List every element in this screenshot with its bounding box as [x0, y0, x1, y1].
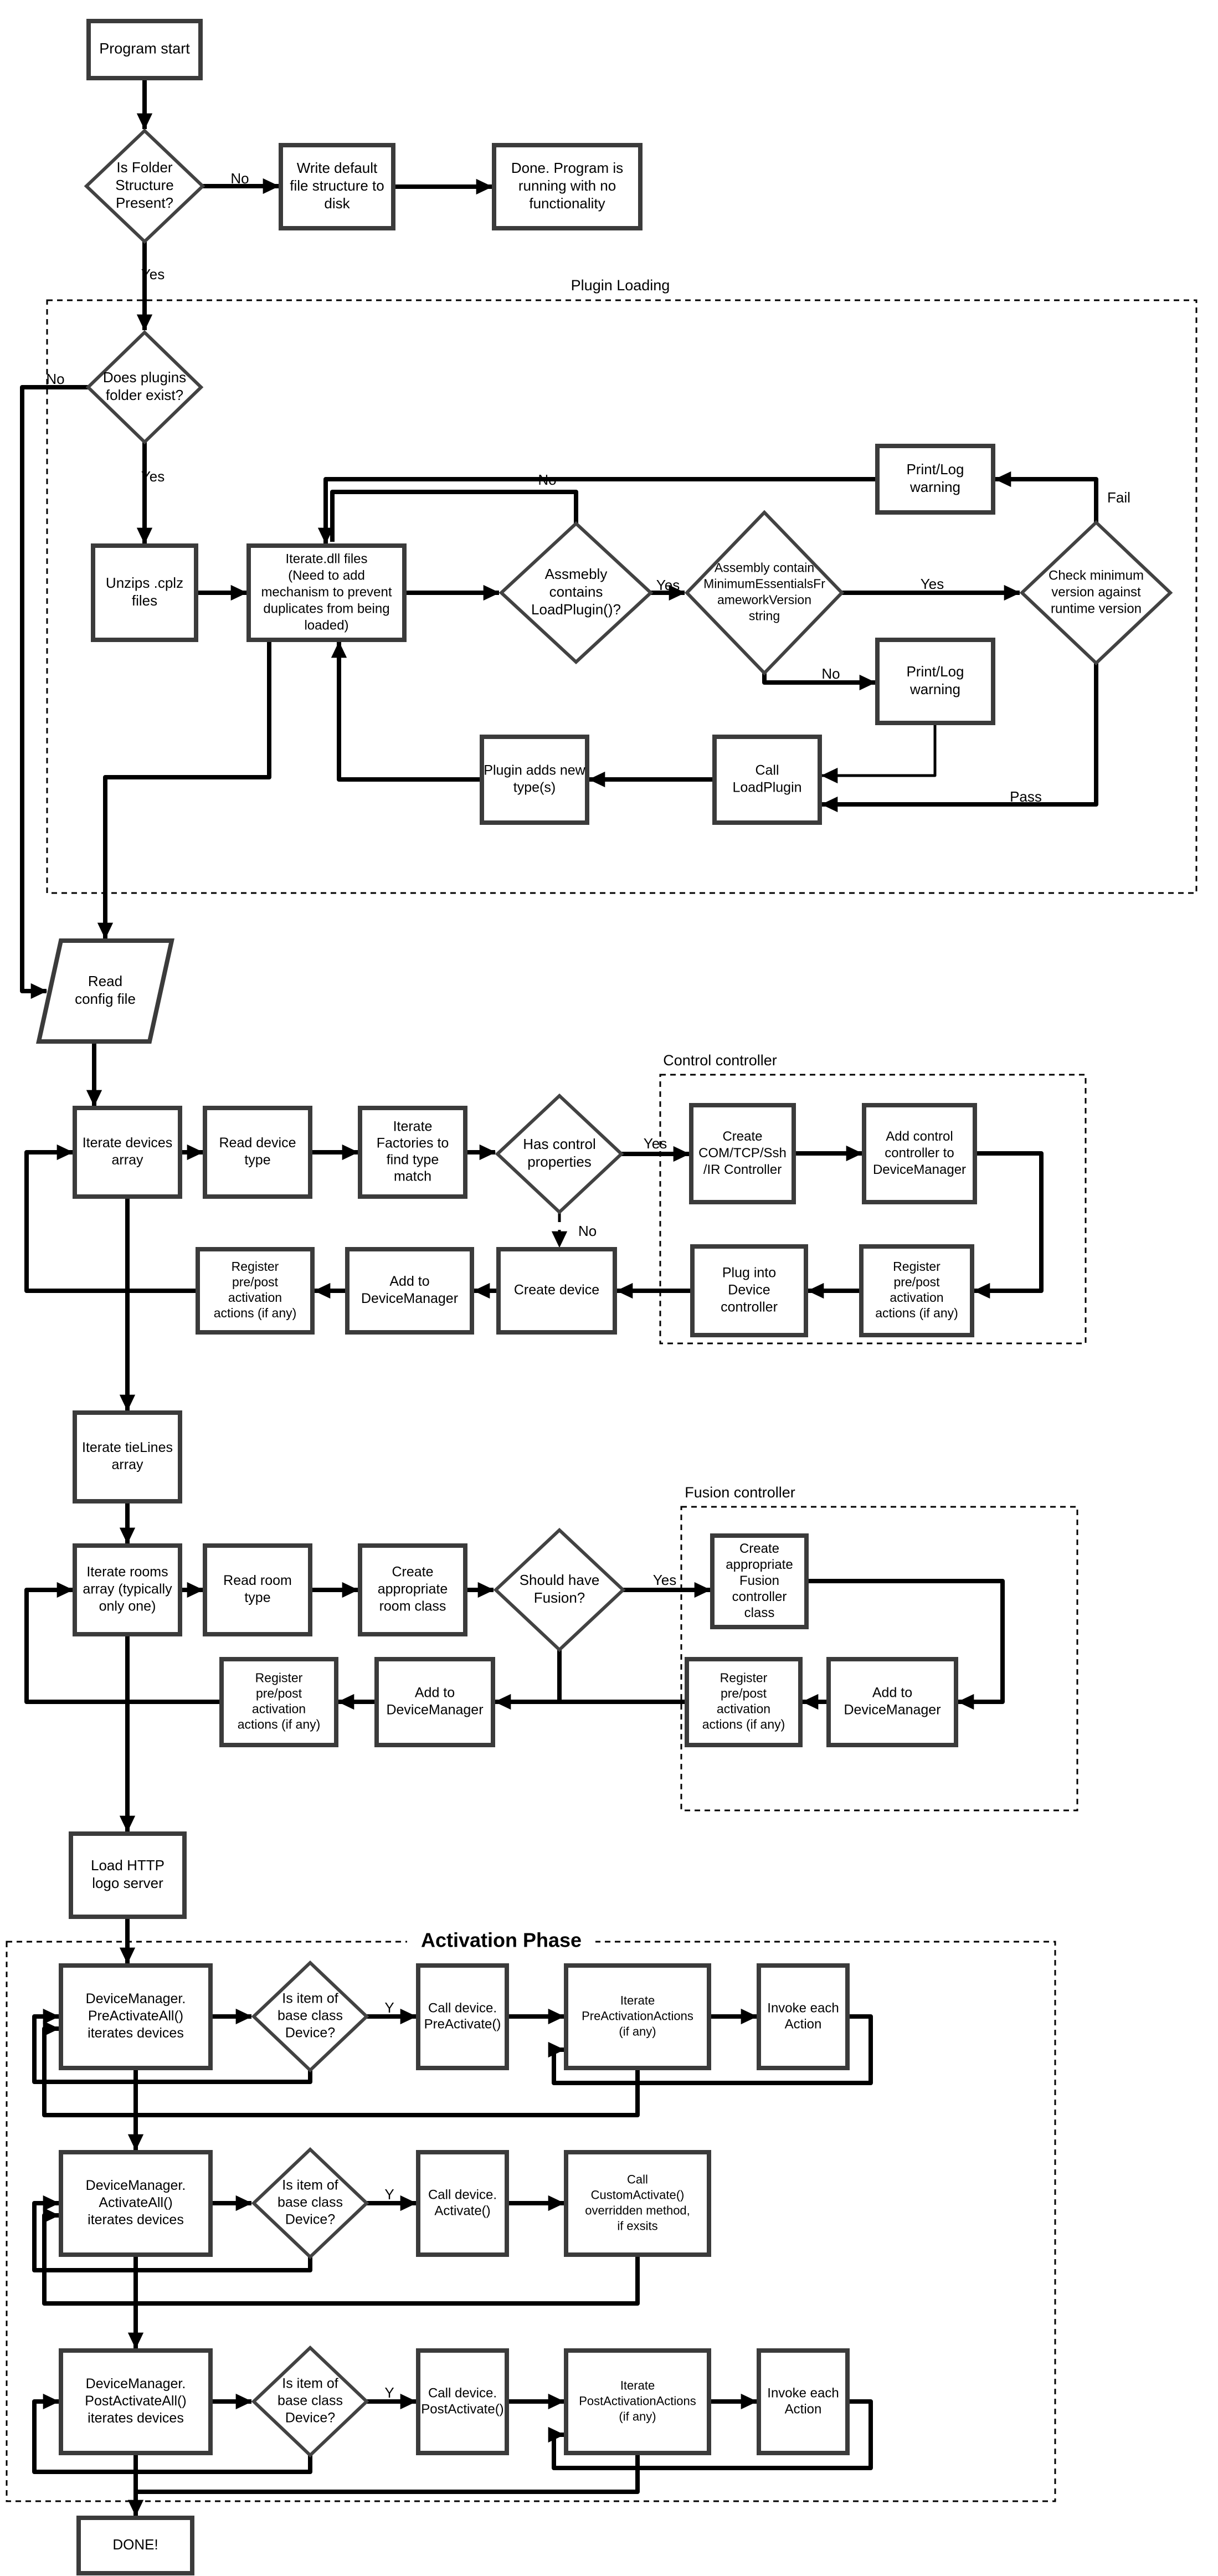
flow-edge-4 [22, 387, 88, 991]
node-label-iterate_tielines: Iterate tieLines array [82, 1440, 173, 1473]
node-label-iter_preactions: Iterate PreActivationActions (if any) [582, 1993, 693, 2039]
node-label-d5: Check minimum version against runtime version [1048, 568, 1144, 617]
node-label-read_room_type: Read room type [223, 1573, 292, 1606]
edge-label-no-5: No [538, 471, 557, 488]
edge-label-y-15: Y [384, 2384, 394, 2401]
node-label-iterate_factories: Iterate Factories to find type match [376, 1118, 449, 1184]
node-label-load_http: Load HTTP logo server [91, 1856, 165, 1891]
node-label-iter_postactions: Iterate PostActivationActions (if any) [579, 2378, 696, 2424]
node-label-done_nofunc: Done. Program is running with no functionality [511, 159, 624, 212]
node-label-reg_room: Register pre/post activation actions (if any) [237, 1670, 321, 1732]
node-label-create_device: Create device [513, 1282, 600, 1298]
node-label-dm_act: DeviceManager. ActivateAll() iterates devices [85, 2178, 186, 2228]
edge-label-yes-10: Yes [643, 1135, 667, 1152]
node-label-call_postactivate: Call device. PostActivate() [421, 2385, 504, 2417]
node-label-d9: Is item of base class Device? [277, 2177, 343, 2228]
node-label-reg_dev: Register pre/post activation actions (if any) [213, 1259, 297, 1321]
node-label-dm_post: DeviceManager. PostActivateAll() iterates devices [85, 2376, 187, 2426]
container-title-activation_phase: Activation Phase [420, 1928, 582, 1952]
node-label-call_preactivate: Call device. PreActivate() [424, 2000, 501, 2032]
node-label-plugin_adds: Plugin adds new type(s) [484, 762, 585, 796]
edge-label-no-11: No [578, 1222, 597, 1239]
node-label-call_custom: Call CustomActivate() overridden method, if exsits [585, 2172, 690, 2233]
node-label-plug_into: Plug into Device controller [721, 1265, 778, 1315]
edge-label-yes-1: Yes [141, 265, 165, 283]
node-label-invoke_pre: Invoke each Action [767, 2000, 839, 2032]
node-label-d2: Does plugins folder exist? [102, 368, 187, 403]
node-label-printlog1: Print/Log warning [906, 460, 964, 495]
flow-edge-25 [974, 1153, 1041, 1291]
node-label-add_dm_room: Add to DeviceManager [386, 1685, 484, 1718]
node-label-iterate_dll: Iterate.dll files (Need to add mechanism to prevent duplicates from being loaded) [261, 551, 392, 633]
edge-label-no-0: No [230, 170, 249, 187]
node-label-dm_pre: DeviceManager. PreActivateAll() iterates devices [85, 1991, 186, 2041]
node-label-create_com: Create COM/TCP/Ssh /IR Controller [698, 1128, 787, 1177]
flow-edge-11 [326, 479, 877, 543]
node-label-d8: Is item of base class Device? [277, 1990, 343, 2041]
edge-label-yes-6: Yes [920, 575, 944, 592]
node-label-call_activate: Call device. Activate() [428, 2187, 497, 2219]
node-label-create_room: Create appropriate room class [377, 1564, 448, 1614]
node-label-d3: Assmebly contains LoadPlugin()? [531, 565, 621, 618]
edge-label-fail-7: Fail [1107, 489, 1130, 506]
edge-label-y-14: Y [384, 2185, 394, 2203]
node-label-done_final: DONE! [112, 2536, 158, 2553]
node-label-invoke_post: Invoke each Action [767, 2385, 839, 2417]
node-label-d1: Is Folder Structure Present? [115, 158, 174, 211]
edge-label-yes-12: Yes [652, 1571, 677, 1588]
node-label-d10: Is item of base class Device? [277, 2375, 343, 2426]
node-label-reg_ctrl: Register pre/post activation actions (if any) [875, 1259, 958, 1321]
container-title-plugin_loading: Plugin Loading [571, 277, 670, 294]
node-label-d6: Has control properties [523, 1135, 596, 1170]
node-label-iterate_rooms: Iterate rooms array (typically only one) [83, 1564, 172, 1614]
flow-edge-12 [332, 492, 576, 542]
edge-label-no-2: No [46, 370, 65, 387]
flow-edge-13 [764, 673, 875, 683]
edge-label-pass-9: Pass [1010, 788, 1042, 805]
node-label-d7: Should have Fusion? [519, 1571, 600, 1606]
container-title-fusion_controller: Fusion controller [685, 1484, 795, 1501]
node-label-read_device_type: Read device type [219, 1135, 296, 1168]
node-label-read_config: Read config file [75, 972, 136, 1007]
node-label-printlog2: Print/Log warning [906, 663, 964, 697]
node-label-reg_fusion: Register pre/post activation actions (if any) [702, 1670, 785, 1732]
node-label-unzips: Unzips .cplz files [105, 574, 184, 609]
flow-edge-17 [339, 642, 482, 779]
node-label-iterate_devices: Iterate devices array [82, 1135, 173, 1168]
flow-edge-10 [995, 479, 1096, 522]
flow-edge-14 [822, 723, 935, 776]
node-label-start: Program start [99, 40, 190, 57]
edge-label-yes-4: Yes [656, 576, 680, 593]
node-label-add_ctrl_dm: Add control controller to DeviceManager [872, 1128, 967, 1177]
node-label-add_dm_dev: Add to DeviceManager [361, 1274, 459, 1307]
edge-label-no-8: No [821, 665, 840, 682]
node-label-d4: Assembly contain MinimumEssentialsFr ameworkVersion string [703, 560, 825, 623]
node-label-call_loadplugin: Call LoadPlugin [732, 762, 802, 796]
edge-label-y-13: Y [384, 1999, 394, 2016]
container-title-control_controller: Control controller [663, 1052, 777, 1069]
edge-label-yes-3: Yes [141, 468, 165, 485]
node-label-add_dm_fusion: Add to DeviceManager [844, 1685, 941, 1718]
node-label-write_default: Write default file structure to disk [290, 159, 384, 212]
node-label-create_fusion: Create appropriate Fusion controller class [726, 1541, 793, 1620]
